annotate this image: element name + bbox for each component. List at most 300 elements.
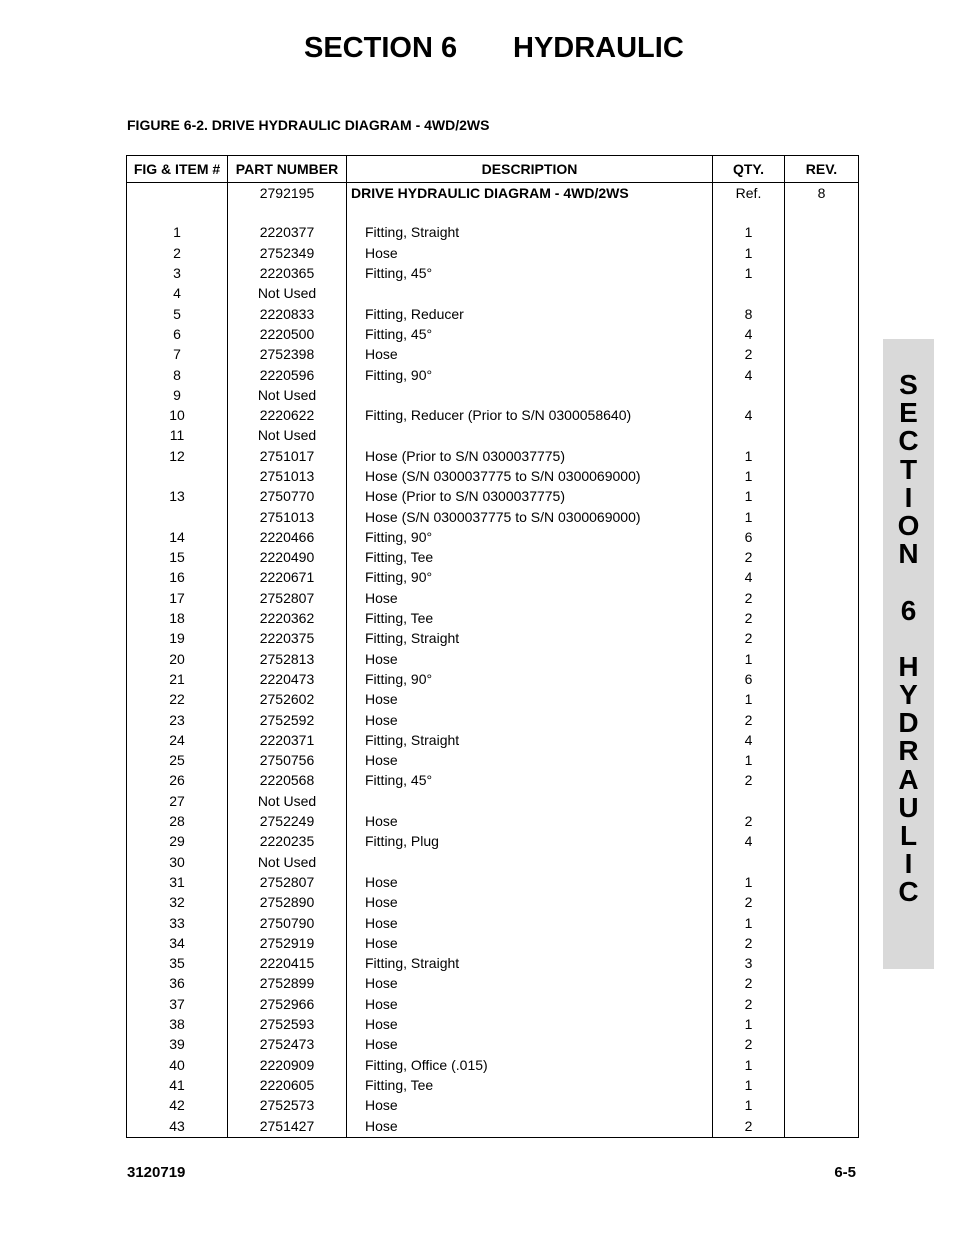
part-number-cell: 2220362 [228, 608, 347, 628]
fig-item-cell: 2 [127, 243, 228, 263]
header-qty: QTY. [713, 156, 785, 183]
figure-caption: FIGURE 6-2. DRIVE HYDRAULIC DIAGRAM - 4WD/2WS [127, 117, 490, 133]
rev-cell [785, 506, 859, 526]
part-number-cell: 2752249 [228, 811, 347, 831]
side-tab-letter: R [898, 735, 919, 767]
table-row [127, 527, 859, 547]
rev-cell [785, 750, 859, 770]
part-number-cell: 2752890 [228, 892, 347, 912]
rev-cell [785, 203, 859, 222]
rev-cell [785, 811, 859, 831]
part-number-cell: 2752473 [228, 1034, 347, 1054]
qty-cell: 1 [713, 222, 785, 242]
side-tab-letter: A [898, 763, 919, 795]
rev-cell [785, 527, 859, 547]
side-tab-letter: S [899, 369, 918, 400]
part-number-cell: 2220375 [228, 628, 347, 648]
description-cell: Fitting, 45° [347, 263, 713, 283]
fig-item-cell: 7 [127, 344, 228, 364]
header-description: DESCRIPTION [347, 156, 713, 183]
side-tab-letter: L [899, 820, 918, 851]
side-tab-letter: D [898, 707, 919, 739]
description-cell: Fitting, 90° [347, 669, 713, 689]
part-number-cell: Not Used [228, 385, 347, 405]
rev-cell [785, 730, 859, 750]
part-number-cell: 2752593 [228, 1014, 347, 1034]
fig-item-cell: 9 [127, 385, 228, 405]
qty-cell: 4 [713, 831, 785, 851]
qty-cell: 1 [713, 689, 785, 709]
rev-cell [785, 1054, 859, 1074]
fig-item-cell: 22 [127, 689, 228, 709]
table-row [127, 283, 859, 303]
header-rev: REV. [785, 156, 859, 183]
fig-item-cell: 12 [127, 446, 228, 466]
rev-cell [785, 852, 859, 872]
qty-cell: 1 [713, 446, 785, 466]
description-cell: Fitting, Office (.015) [347, 1054, 713, 1074]
description-cell: Hose [347, 973, 713, 993]
rev-cell [785, 243, 859, 263]
part-number-cell: Not Used [228, 425, 347, 445]
fig-item-cell: 19 [127, 628, 228, 648]
description-cell [347, 791, 713, 811]
fig-item-cell: 17 [127, 588, 228, 608]
rev-cell [785, 1115, 859, 1138]
side-tab-letter: 6 [900, 594, 917, 626]
rev-cell [785, 405, 859, 425]
rev-cell [785, 446, 859, 466]
qty-cell: 1 [713, 872, 785, 892]
part-number-cell: 2220415 [228, 953, 347, 973]
description-cell: Fitting, Tee [347, 1075, 713, 1095]
description-cell: Hose [347, 933, 713, 953]
part-number-cell: 2752807 [228, 588, 347, 608]
table-row [127, 425, 859, 445]
qty-cell: 2 [713, 628, 785, 648]
qty-cell: 6 [713, 669, 785, 689]
description-cell: Fitting, Straight [347, 730, 713, 750]
table-row [127, 953, 859, 973]
qty-cell: 2 [713, 1115, 785, 1138]
part-number-cell [228, 203, 347, 222]
qty-cell [713, 852, 785, 872]
fig-item-cell: 33 [127, 912, 228, 932]
qty-cell: 2 [713, 933, 785, 953]
description-cell: Hose [347, 1095, 713, 1115]
table-row [127, 811, 859, 831]
table-row [127, 831, 859, 851]
table-row [127, 385, 859, 405]
rev-cell [785, 608, 859, 628]
rev-cell [785, 344, 859, 364]
rev-cell [785, 628, 859, 648]
table-row [127, 933, 859, 953]
table-row [127, 446, 859, 466]
header-fig-item: FIG & ITEM # [127, 156, 228, 183]
fig-item-cell: 14 [127, 527, 228, 547]
qty-cell: Ref. [713, 183, 785, 204]
fig-item-cell [127, 466, 228, 486]
rev-cell [785, 364, 859, 384]
part-number-cell: Not Used [228, 852, 347, 872]
table-row [127, 1075, 859, 1095]
part-number-cell: 2752602 [228, 689, 347, 709]
table-row [127, 730, 859, 750]
table-row [127, 669, 859, 689]
fig-item-cell: 34 [127, 933, 228, 953]
fig-item-cell: 36 [127, 973, 228, 993]
side-tab-letters [883, 371, 934, 907]
fig-item-cell: 3 [127, 263, 228, 283]
qty-cell: 1 [713, 1075, 785, 1095]
qty-cell [713, 791, 785, 811]
rev-cell [785, 1014, 859, 1034]
rev-cell [785, 1034, 859, 1054]
side-tab-letter: O [897, 509, 920, 541]
side-tab-letter: H [898, 650, 919, 682]
qty-cell: 2 [713, 709, 785, 729]
table-row [127, 567, 859, 587]
rev-cell [785, 263, 859, 283]
qty-cell: 1 [713, 243, 785, 263]
description-cell: Fitting, 90° [347, 527, 713, 547]
part-number-cell: 2751013 [228, 506, 347, 526]
side-tab-letter: C [898, 876, 919, 908]
table-row [127, 852, 859, 872]
part-number-cell: 2220833 [228, 303, 347, 323]
fig-item-cell: 31 [127, 872, 228, 892]
side-tab-letter: E [899, 397, 918, 429]
fig-item-cell: 21 [127, 669, 228, 689]
rev-cell [785, 689, 859, 709]
side-tab-letter: I [904, 481, 913, 513]
fig-item-cell: 27 [127, 791, 228, 811]
part-number-cell: 2752899 [228, 973, 347, 993]
table-row [127, 1054, 859, 1074]
parts-table-body [127, 183, 859, 1138]
description-cell: Fitting, Straight [347, 628, 713, 648]
fig-item-cell: 24 [127, 730, 228, 750]
table-row [127, 750, 859, 770]
description-cell: Fitting, 45° [347, 770, 713, 790]
rev-cell [785, 973, 859, 993]
part-number-cell: 2220235 [228, 831, 347, 851]
qty-cell: 1 [713, 263, 785, 283]
table-row [127, 1034, 859, 1054]
fig-item-cell [127, 506, 228, 526]
qty-cell: 2 [713, 892, 785, 912]
qty-cell: 2 [713, 344, 785, 364]
rev-cell [785, 425, 859, 445]
table-row [127, 486, 859, 506]
part-number-cell: 2752919 [228, 933, 347, 953]
fig-item-cell: 26 [127, 770, 228, 790]
side-tab-letter [883, 625, 934, 653]
description-cell: Fitting, 45° [347, 324, 713, 344]
description-cell: Hose (S/N 0300037775 to S/N 0300069000) [347, 466, 713, 486]
fig-item-cell [127, 203, 228, 222]
qty-cell [713, 283, 785, 303]
table-row [127, 222, 859, 242]
description-cell: Hose [347, 1115, 713, 1138]
rev-cell [785, 324, 859, 344]
table-row [127, 973, 859, 993]
table-row [127, 994, 859, 1014]
rev-cell [785, 567, 859, 587]
qty-cell: 4 [713, 567, 785, 587]
rev-cell [785, 770, 859, 790]
description-cell: Fitting, Straight [347, 222, 713, 242]
part-number-cell: 2752592 [228, 709, 347, 729]
description-cell: Hose [347, 649, 713, 669]
section-name: HYDRAULIC [513, 32, 684, 64]
part-number-cell: 2750770 [228, 486, 347, 506]
qty-cell: 1 [713, 1014, 785, 1034]
qty-cell: 3 [713, 953, 785, 973]
side-tab-letter [883, 568, 934, 596]
fig-item-cell: 38 [127, 1014, 228, 1034]
part-number-cell: 2220568 [228, 770, 347, 790]
part-number-cell: 2752807 [228, 872, 347, 892]
description-cell: Hose [347, 811, 713, 831]
qty-cell: 1 [713, 912, 785, 932]
fig-item-cell: 16 [127, 567, 228, 587]
page-number: 6-5 [834, 1164, 856, 1181]
part-number-cell: 2220466 [228, 527, 347, 547]
qty-cell: 1 [713, 1054, 785, 1074]
table-row [127, 608, 859, 628]
qty-cell [713, 425, 785, 445]
qty-cell: 2 [713, 811, 785, 831]
description-cell: Hose [347, 750, 713, 770]
description-cell: Hose [347, 1014, 713, 1034]
description-cell: Fitting, Reducer [347, 303, 713, 323]
fig-item-cell: 18 [127, 608, 228, 628]
table-row [127, 649, 859, 669]
qty-cell: 2 [713, 608, 785, 628]
rev-cell [785, 466, 859, 486]
rev-cell [785, 994, 859, 1014]
table-row [127, 791, 859, 811]
table-row [127, 1014, 859, 1034]
qty-cell: 2 [713, 588, 785, 608]
rev-cell [785, 953, 859, 973]
table-row [127, 1115, 859, 1138]
part-number-cell: 2751013 [228, 466, 347, 486]
fig-item-cell: 11 [127, 425, 228, 445]
description-cell: Hose [347, 709, 713, 729]
table-row [127, 183, 859, 204]
fig-item-cell: 5 [127, 303, 228, 323]
fig-item-cell: 32 [127, 892, 228, 912]
rev-cell [785, 1095, 859, 1115]
side-tab-letter: T [899, 453, 918, 485]
fig-item-cell: 23 [127, 709, 228, 729]
qty-cell: 4 [713, 730, 785, 750]
fig-item-cell: 28 [127, 811, 228, 831]
section-label: SECTION 6 [304, 32, 458, 64]
table-row [127, 364, 859, 384]
table-row [127, 892, 859, 912]
part-number-cell: 2751017 [228, 446, 347, 466]
rev-cell [785, 283, 859, 303]
part-number-cell: 2220490 [228, 547, 347, 567]
section-side-tab [883, 339, 934, 969]
description-cell [347, 852, 713, 872]
description-cell: Hose [347, 912, 713, 932]
table-row [127, 770, 859, 790]
rev-cell [785, 709, 859, 729]
qty-cell: 1 [713, 649, 785, 669]
qty-cell: 2 [713, 770, 785, 790]
qty-cell: 2 [713, 1034, 785, 1054]
side-tab-letter: Y [899, 679, 918, 711]
part-number-cell: 2220500 [228, 324, 347, 344]
part-number-cell: 2792195 [228, 183, 347, 204]
fig-item-cell: 10 [127, 405, 228, 425]
rev-cell [785, 1075, 859, 1095]
table-row [127, 912, 859, 932]
table-row [127, 689, 859, 709]
description-cell: Fitting, Plug [347, 831, 713, 851]
table-row [127, 324, 859, 344]
qty-cell: 1 [713, 466, 785, 486]
table-row [127, 709, 859, 729]
rev-cell [785, 588, 859, 608]
qty-cell [713, 385, 785, 405]
fig-item-cell: 40 [127, 1054, 228, 1074]
fig-item-cell: 8 [127, 364, 228, 384]
fig-item-cell: 42 [127, 1095, 228, 1115]
qty-cell: 6 [713, 527, 785, 547]
fig-item-cell: 20 [127, 649, 228, 669]
table-row [127, 344, 859, 364]
rev-cell [785, 791, 859, 811]
rev-cell [785, 486, 859, 506]
part-number-cell: Not Used [228, 791, 347, 811]
part-number-cell: 2750790 [228, 912, 347, 932]
qty-cell: 1 [713, 486, 785, 506]
side-tab-letter: N [898, 538, 919, 570]
part-number-cell: 2220473 [228, 669, 347, 689]
rev-cell [785, 912, 859, 932]
part-number-cell: 2220377 [228, 222, 347, 242]
description-cell: Fitting, Reducer (Prior to S/N 0300058640) [347, 405, 713, 425]
fig-item-cell: 25 [127, 750, 228, 770]
table-row [127, 506, 859, 526]
table-row [127, 872, 859, 892]
fig-item-cell: 43 [127, 1115, 228, 1138]
part-number-cell: 2220671 [228, 567, 347, 587]
qty-cell: 4 [713, 364, 785, 384]
part-number-cell: 2220365 [228, 263, 347, 283]
description-cell: Fitting, 90° [347, 567, 713, 587]
part-number-cell: 2220596 [228, 364, 347, 384]
fig-item-cell: 1 [127, 222, 228, 242]
part-number-cell: 2752573 [228, 1095, 347, 1115]
table-row [127, 1095, 859, 1115]
description-cell: Hose [347, 588, 713, 608]
rev-cell [785, 669, 859, 689]
table-header-row [127, 156, 859, 183]
parts-table [126, 155, 859, 1138]
rev-cell [785, 303, 859, 323]
doc-number: 3120719 [127, 1164, 186, 1181]
rev-cell [785, 385, 859, 405]
rev-cell [785, 933, 859, 953]
rev-cell [785, 547, 859, 567]
table-row [127, 405, 859, 425]
rev-cell [785, 222, 859, 242]
table-row [127, 547, 859, 567]
part-number-cell: 2220605 [228, 1075, 347, 1095]
rev-cell [785, 872, 859, 892]
side-tab-letter: I [904, 848, 913, 880]
description-cell: DRIVE HYDRAULIC DIAGRAM - 4WD/2WS [347, 183, 713, 204]
part-number-cell: 2220371 [228, 730, 347, 750]
part-number-cell: Not Used [228, 283, 347, 303]
description-cell: Hose [347, 872, 713, 892]
rev-cell [785, 649, 859, 669]
header-part-number: PART NUMBER [228, 156, 347, 183]
qty-cell: 2 [713, 994, 785, 1014]
qty-cell: 2 [713, 973, 785, 993]
rev-cell [785, 831, 859, 851]
qty-cell: 8 [713, 303, 785, 323]
description-cell: Hose [347, 892, 713, 912]
description-cell [347, 425, 713, 445]
rev-cell: 8 [785, 183, 859, 204]
description-cell: Fitting, 90° [347, 364, 713, 384]
description-cell: Hose [347, 994, 713, 1014]
fig-item-cell: 41 [127, 1075, 228, 1095]
description-cell: Hose (S/N 0300037775 to S/N 0300069000) [347, 506, 713, 526]
part-number-cell: 2750756 [228, 750, 347, 770]
fig-item-cell: 39 [127, 1034, 228, 1054]
description-cell [347, 203, 713, 222]
fig-item-cell: 30 [127, 852, 228, 872]
table-row [127, 203, 859, 222]
qty-cell: 4 [713, 405, 785, 425]
part-number-cell: 2752398 [228, 344, 347, 364]
table-row [127, 628, 859, 648]
description-cell: Fitting, Tee [347, 547, 713, 567]
part-number-cell: 2752966 [228, 994, 347, 1014]
table-row [127, 303, 859, 323]
qty-cell: 1 [713, 1095, 785, 1115]
qty-cell: 1 [713, 506, 785, 526]
fig-item-cell [127, 183, 228, 204]
fig-item-cell: 37 [127, 994, 228, 1014]
fig-item-cell: 29 [127, 831, 228, 851]
side-tab-letter: C [898, 425, 919, 457]
part-number-cell: 2220622 [228, 405, 347, 425]
description-cell: Hose [347, 344, 713, 364]
fig-item-cell: 6 [127, 324, 228, 344]
part-number-cell: 2752813 [228, 649, 347, 669]
qty-cell [713, 203, 785, 222]
qty-cell: 1 [713, 750, 785, 770]
qty-cell: 4 [713, 324, 785, 344]
description-cell: Fitting, Straight [347, 953, 713, 973]
fig-item-cell: 13 [127, 486, 228, 506]
description-cell [347, 283, 713, 303]
part-number-cell: 2752349 [228, 243, 347, 263]
description-cell: Hose (Prior to S/N 0300037775) [347, 486, 713, 506]
description-cell: Hose (Prior to S/N 0300037775) [347, 446, 713, 466]
side-tab-letter: U [898, 791, 919, 823]
